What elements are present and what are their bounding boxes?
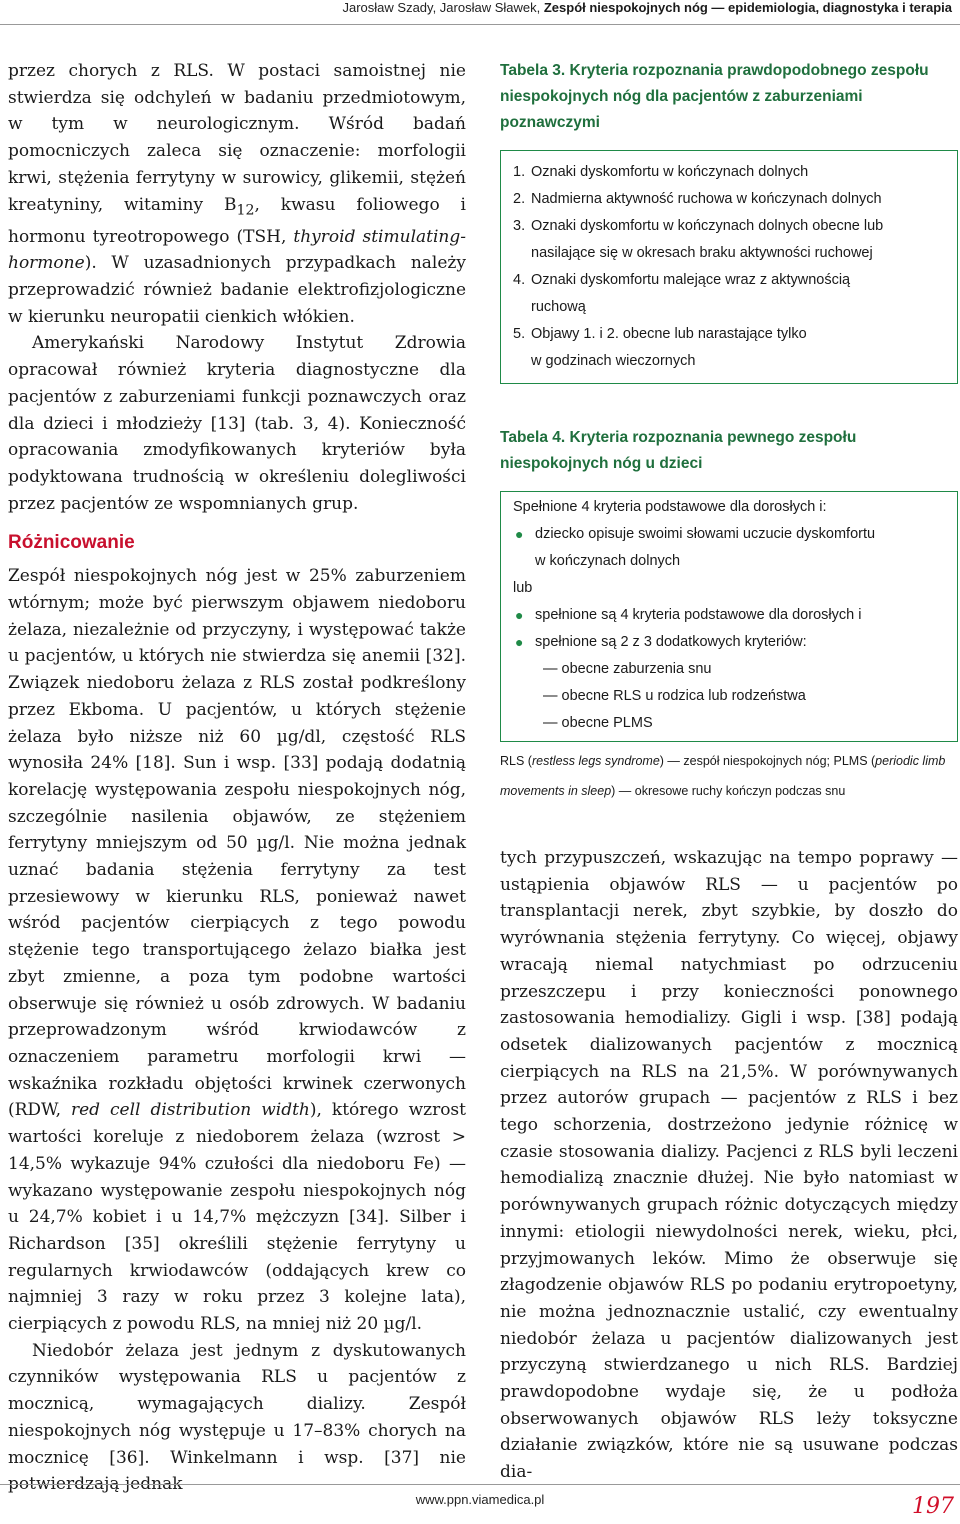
table3-title: Kryteria rozpoznania prawdopodobnego zespołu niespokojnych nóg dla pacjentów z zaburzeniami poznawczymi: [500, 62, 929, 131]
left-column: [8, 58, 466, 1498]
table3-caption: [500, 58, 958, 136]
table4-bullet1-cont: w kończynach dolnych: [535, 553, 681, 569]
page-number: 197: [912, 1494, 954, 1519]
right-column-text: [500, 845, 958, 1486]
table4-or: lub: [513, 580, 533, 596]
table3-item: [513, 213, 945, 240]
table4-bullet: [513, 602, 945, 629]
table4-bullet: [513, 629, 945, 656]
table3-item-continuation: nasilające się w okresach braku aktywności ruchowej: [531, 245, 873, 261]
section-heading: Różnicowanie: [8, 532, 135, 554]
running-header: [0, 0, 960, 26]
table3-item-number: 3.: [513, 218, 526, 234]
table4-caption: [500, 425, 958, 477]
left-p1-text: przez chorych z RLS. W postaci samoistnej nie stwierdza się odchyleń w badaniu przedmiotowym, w tym w neurologicznym. Wśród badań pomocniczych zaleca się oznaczenie: morfologii krwi, stężenia ferrytyny w surowicy, glikemii, stężeń kreatyniny, witaminy B: [8, 61, 466, 215]
table4-block: [500, 425, 958, 806]
table3-item: [513, 159, 945, 186]
left-p3-emph: red cell distribution width: [70, 1100, 310, 1121]
left-p3-text-b: ), którego wzrost wartości koreluje z niedoborem żelaza (wzrost > 14,5% wykazuje 94% czułości dla niedoboru Fe) — wykazano występowanie zespołu niespokojnych nóg u 24,7% kobiet i u 14,7% mężczyzn [34]. Silber i Richardson [35] określili stężenie ferrytyny u regularnych krwiodawców (oddających krew co najmniej 3 razy w roku przez 3 kolejne lata), cierpiących z powodu RLS, na mniej niż 20 µg/l.: [8, 1100, 466, 1335]
left-p1-emph: thyroid stimulating-hormone: [8, 226, 466, 274]
table4-dash-item: — obecne zaburzenia snu: [543, 661, 712, 677]
table3-item-text: Nadmierna aktywność ruchowa w kończynach dolnych: [531, 191, 882, 207]
left-paragraph-1: [8, 58, 466, 330]
left-p1-text-c: ). W uzasadnionych przypadkach należy przeprowadzić również badanie elektrofizjologiczne w kierunku neuropatii cienkich włókien.: [8, 253, 466, 327]
table4-dash-item: — obecne PLMS: [543, 715, 653, 731]
footer-rule: [0, 1484, 960, 1485]
left-paragraph-3: [8, 563, 466, 1337]
footnote-text-c: ) — okresowe ruchy kończyn podczas snu: [611, 784, 846, 798]
table3-item-text: Oznaki dyskomfortu w kończynach dolnych: [531, 164, 809, 180]
table3-label: Tabela 3.: [500, 62, 566, 79]
left-p1-text-b: , kwasu foliowego i hormonu tyreotropowego (TSH,: [8, 194, 466, 247]
table3-block: [500, 58, 958, 384]
right-paragraph-1: tych przypuszczeń, wskazując na tempo poprawy — ustąpienia objawów RLS — u pacjentów po transplantacji nerek, zbyt szybkie, by doszło do wyrównania stężenia ferrytyny. Co więcej, objawy wracają niemal natychmiast po odrzuceniu przeszczepu i przy konieczności ponownego zastosowania hemodializy. Gigli i wsp. [38] podają odsetek dializowanych pacjentów z mocznicą cierpiących na RLS na 21,5%. W porównywanych przez autorów grupach — pacjentów z RLS i bez tego schorzenia, dostrzeżono jedynie różnicę w czasie stosowania dializy. Pacjenci z RLS byli leczeni hemodializą znacznie dłużej. Nie było natomiast w porównywanych grupach różnic dotyczących między innymi: etiologii niewydolności nerek, wieku, płci, przyjmowanych leków. Mimo że obserwuje się złagodzenie objawów RLS po podaniu erytropoetyny, nie można jednoznacznie ustalić, czy ewentualny niedobór żelaza u pacjentów dializowanych jest przyczyną stwierdzanego u nich RLS. Bardziej prawdopodobne wydaje się, że u podłoża obserwowanych objawów RLS leży toksyczne działanie związków, które nie są usuwane podczas dia-: [500, 848, 958, 1483]
table4-bullet1-text: dziecko opisuje swoimi słowami uczucie dyskomfortu: [535, 526, 876, 542]
table3-item-text: Objawy 1. i 2. obecne lub narastające tylko: [531, 326, 807, 342]
table4-intro: Spełnione 4 kryteria podstawowe dla dorosłych i:: [513, 499, 827, 515]
table4-bullet2-text: spełnione są 4 kryteria podstawowe dla dorosłych i: [535, 607, 862, 623]
table3-item-number: 1.: [513, 164, 526, 180]
table3-box: [500, 150, 958, 384]
table4-bullet: [513, 521, 945, 548]
table3-item-continuation: ruchową: [531, 299, 586, 315]
table4-title: Kryteria rozpoznania pewnego zespołu niespokojnych nóg u dzieci: [500, 429, 857, 472]
footnote-text-a: RLS (: [500, 754, 532, 768]
header-rule: [0, 24, 960, 25]
table3-item: [513, 267, 945, 294]
bullet-icon: ●: [515, 526, 524, 542]
left-p1-sub: 12: [236, 201, 255, 218]
table3-item: [513, 186, 945, 213]
bullet-icon: ●: [515, 607, 524, 623]
table4-bullet3-text: spełnione są 2 z 3 dodatkowych kryteriów:: [535, 634, 807, 650]
left-paragraph-4: Niedobór żelaza jest jednym z dyskutowanych czynników występowania RLS u pacjentów z mocznicą, wymagających dializy. Zespół niespokojnych nóg występuje u 17–83% chorych na mocznicę [36]. Winkelmann i wsp. [37] nie potwierdzają jednak: [8, 1340, 466, 1495]
footnote-text-b: ) — zespół niespokojnych nóg; PLMS (: [659, 754, 876, 768]
table3-item-text: Oznaki dyskomfortu malejące wraz z aktywnością: [531, 272, 851, 288]
table3-item-continuation: w godzinach wieczornych: [531, 353, 696, 369]
table4-label: Tabela 4.: [500, 429, 566, 446]
bullet-icon: ●: [515, 634, 524, 650]
footnote-emph-a: restless legs syndrome: [531, 754, 660, 768]
header-title: Zespół niespokojnych nóg — epidemiologia, diagnostyka i terapia: [543, 0, 952, 15]
left-p3-text: Zespół niespokojnych nóg jest w 25% zaburzeniem wtórnym; może być pierwszym objawem niedoboru żelaza, niezależnie od przyczyny, i występować także u pacjentów, u których nie stwierdza się anemii [32]. Związek niedoboru żelaza z RLS został podkreślony przez Ekboma. U pacjentów, u których stężenie żelaza było niższe niż 60 µg/dl, częstość RLS wynosiła 24% [18]. Sun i wsp. [33] podają dodatnią korelację występowania zespołu niespokojnych nóg, szczególnie nasilenia objawów, ze stężeniem ferrytyny mniejszym od 50 µg/l. Nie można jednak uznać badania stężenia ferrytyny za test przesiewowy w kierunku RLS, ponieważ nawet wśród pacjentów cierpiących z tego powodu stężenie tego transportującego żelazo białka jest zbyt zmienne, a poza tym podobne wartości obserwuje się również u osób zdrowych. W badaniu przeprowadzonym wśród krwiodawców z oznaczeniem parametru morfologii krwi — wskaźnika rozkładu objętości krwinek czerwonych (RDW,: [8, 566, 466, 1121]
left-paragraph-2: Amerykański Narodowy Instytut Zdrowia opracował również kryteria diagnostyczne dla pacjentów z zaburzeniami funkcji poznawczych oraz dla dzieci i młodzieży [13] (tab. 3, 4). Konieczność opracowania zmodyfikowanych kryteriów była podyktowana trudnością w określeniu dolegliwości przez pacjentów ze wspomnianych grup.: [8, 333, 466, 514]
table3-item-number: 5.: [513, 326, 526, 342]
table3-item: [513, 321, 945, 348]
header-text: [343, 0, 953, 15]
footer-url: www.ppn.viamedica.pl: [415, 1492, 545, 1507]
footnote-emph-b: periodic limb movements in sleep: [500, 754, 946, 798]
table3-item-text: Oznaki dyskomfortu w kończynach dolnych obecne lub: [531, 218, 884, 234]
table3-item-number: 2.: [513, 191, 526, 207]
header-authors: Jarosław Szady, Jarosław Sławek,: [342, 0, 541, 15]
table3-item-number: 4.: [513, 272, 526, 288]
table3-list: [513, 159, 945, 375]
table4-dash-item: — obecne RLS u rodzica lub rodzeństwa: [543, 688, 806, 704]
table4-box: [500, 491, 958, 742]
table-footnote: [500, 746, 958, 806]
